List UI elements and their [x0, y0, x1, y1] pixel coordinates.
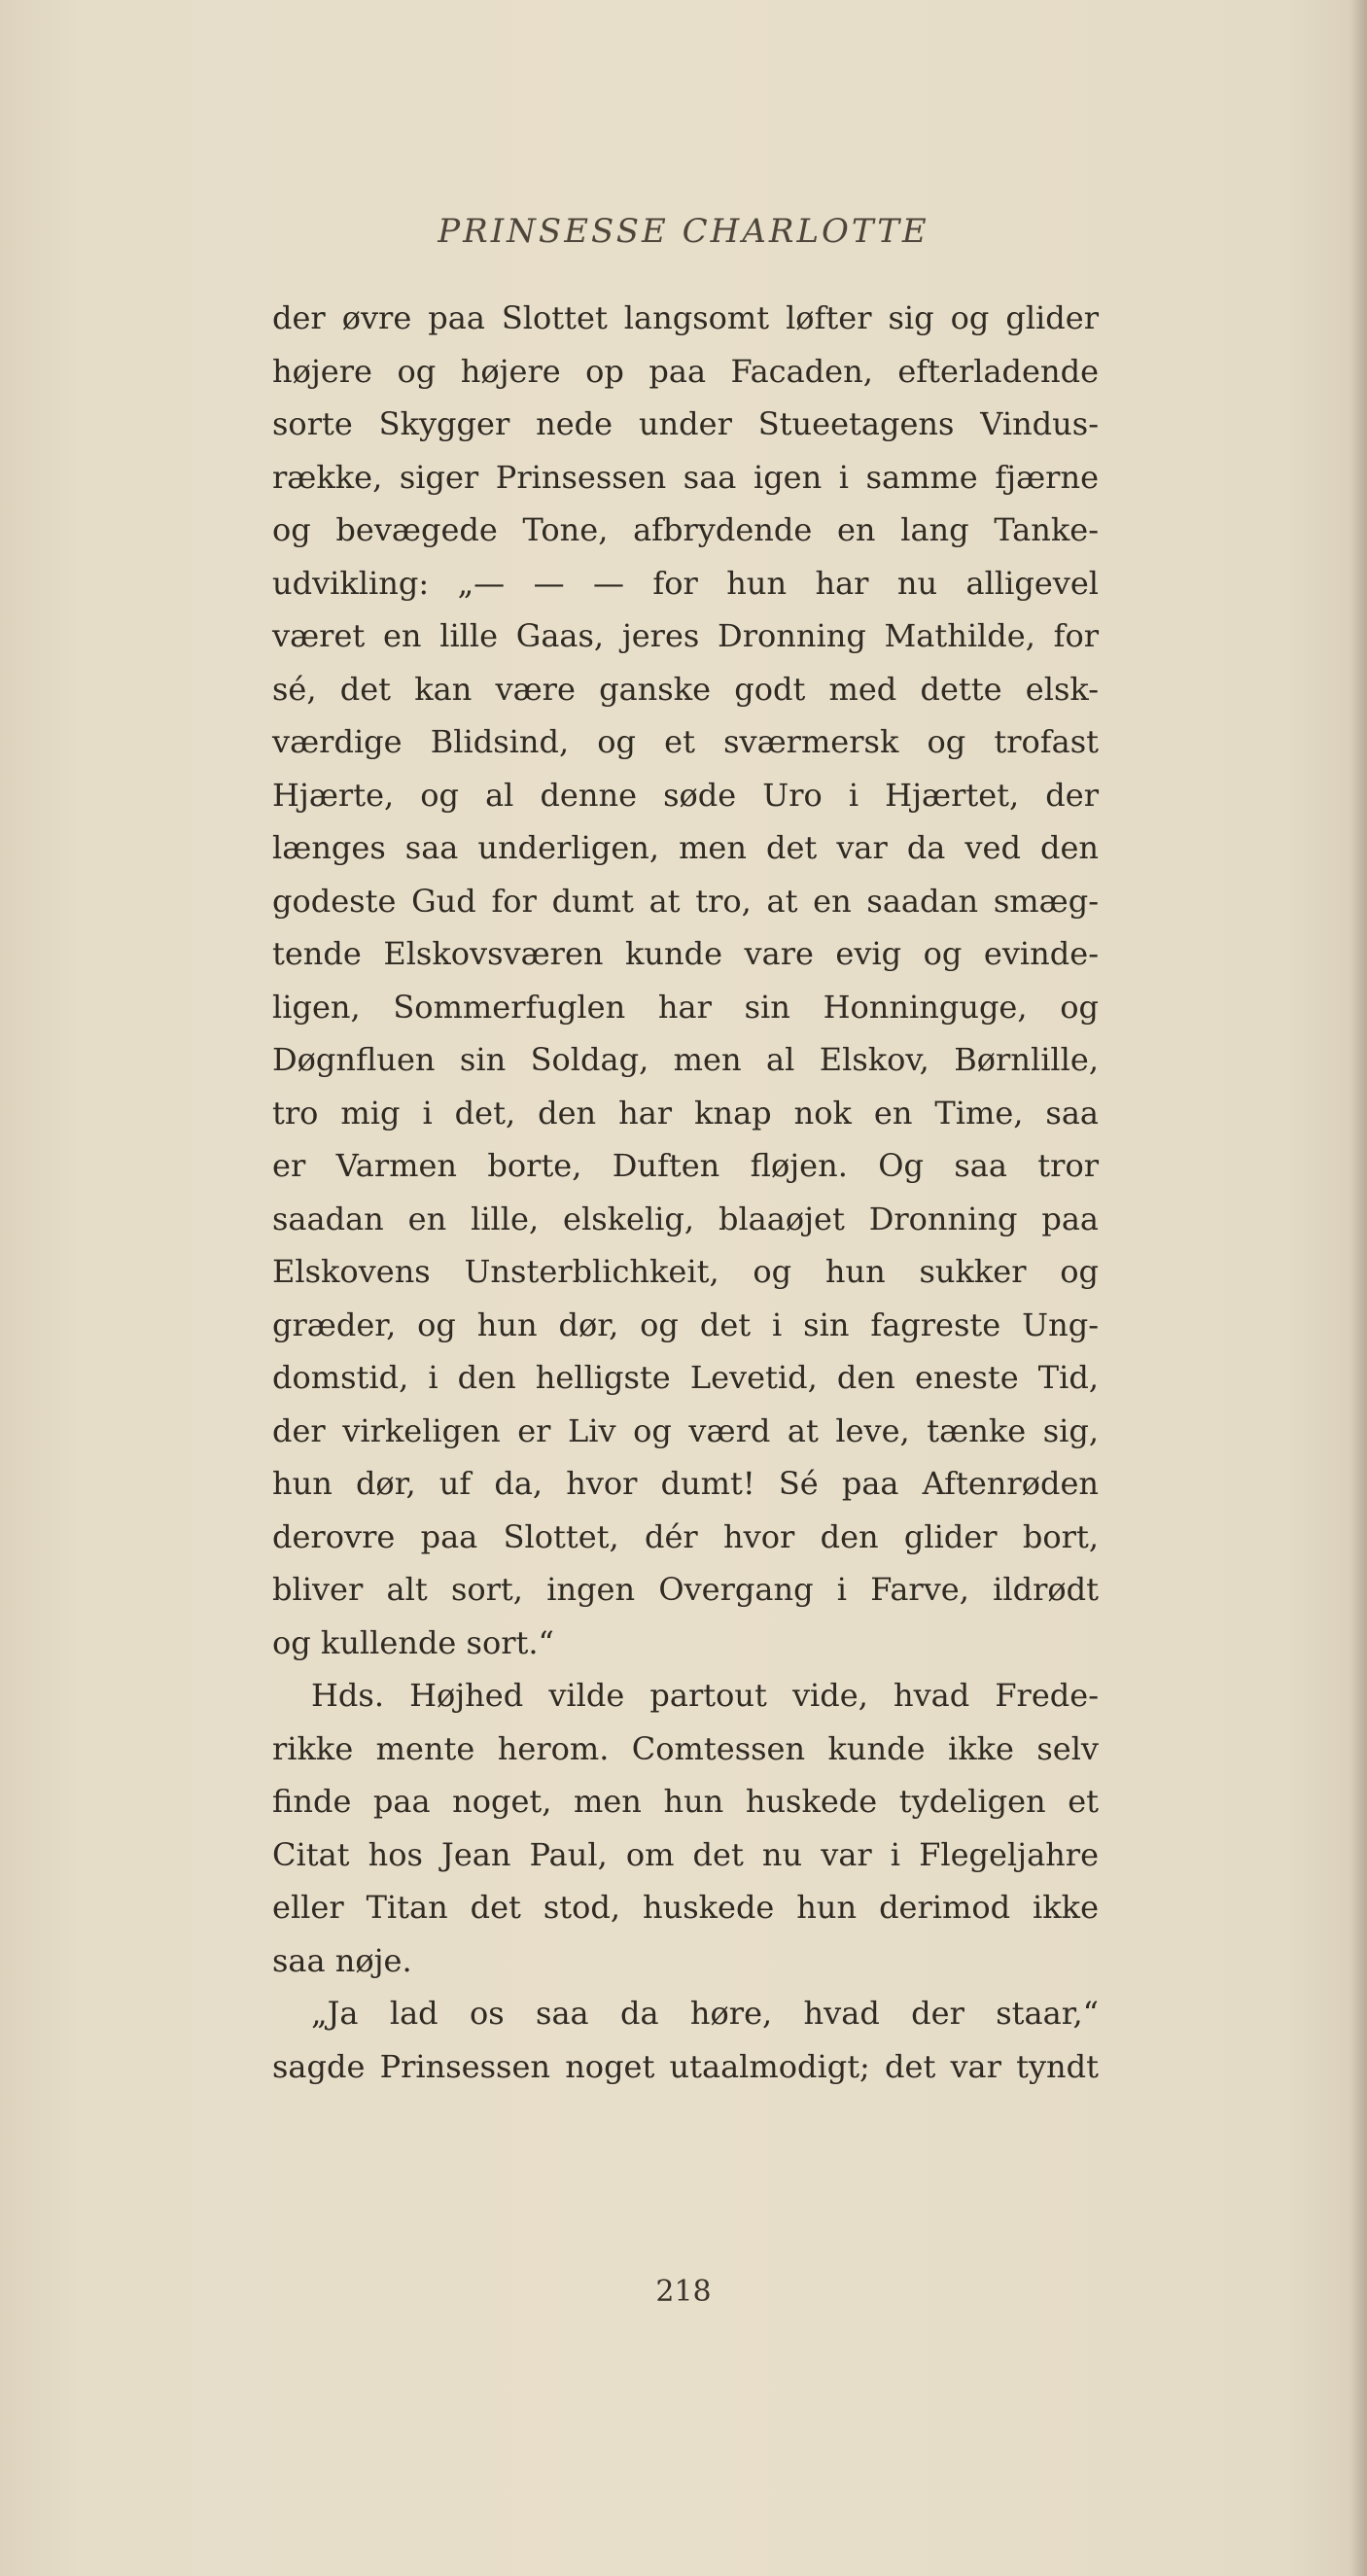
text-line: Hds. Højhed vilde partout vide, hvad Frede-: [311, 1677, 1099, 1714]
text-line: tende Elskovsværen kunde vare evig og evinde-: [272, 935, 1099, 972]
text-line: hun dør, uf da, hvor dumt! Sé paa Aftenrøden: [272, 1465, 1099, 1502]
text-line: Hjærte, og al denne søde Uro i Hjærtet, der: [272, 776, 1099, 814]
text-line: sagde Prinsessen noget utaalmodigt; det var tyndt: [272, 2047, 1099, 2085]
text-line: eller Titan det stod, huskede hun derimod ikke: [272, 1889, 1099, 1926]
text-line: „Ja lad os saa da høre, hvad der staar,“: [311, 1995, 1099, 2032]
page-number: 218: [655, 2275, 712, 2309]
text-line: græder, og hun dør, og det i sin fagreste Ung-: [272, 1305, 1099, 1343]
text-line: Elskovens Unsterblichkeit, og hun sukker og: [272, 1253, 1099, 1290]
text-line: udvikling: „— — — for hun har nu alligevel: [272, 564, 1099, 602]
text-line: sorte Skygger nede under Stueetagens Vindus-: [272, 405, 1099, 442]
body-text: [272, 292, 1099, 2093]
text-line: højere og højere op paa Facaden, efterladende: [272, 352, 1099, 390]
text-line: ligen, Sommerfuglen har sin Honninguge, og: [272, 988, 1099, 1026]
text-line: der øvre paa Slottet langsomt løfter sig og glider: [272, 299, 1099, 336]
text-line: række, siger Prinsessen saa igen i samme fjærne: [272, 458, 1099, 496]
page-edge-shadow: [1349, 0, 1367, 2576]
text-line: og bevægede Tone, afbrydende en lang Tanke-: [272, 511, 1099, 548]
text-line: Døgnfluen sin Soldag, men al Elskov, Børnlille,: [272, 1041, 1099, 1078]
text-line: domstid, i den helligste Levetid, den eneste Tid,: [272, 1359, 1099, 1396]
text-line: længes saa underligen, men det var da ved den: [272, 829, 1099, 866]
text-line: værdige Blidsind, og et sværmersk og trofast: [272, 723, 1099, 760]
text-line: og kullende sort.“: [272, 1623, 554, 1661]
text-line: Citat hos Jean Paul, om det nu var i Flegeljahre: [272, 1835, 1099, 1873]
text-line: finde paa noget, men hun huskede tydeligen et: [272, 1783, 1099, 1820]
text-line: sé, det kan være ganske godt med dette elsk-: [272, 670, 1099, 708]
text-line: tro mig i det, den har knap nok en Time, saa: [272, 1094, 1099, 1131]
text-line: rikke mente herom. Comtessen kunde ikke selv: [272, 1729, 1099, 1767]
text-line: er Varmen borte, Duften fløjen. Og saa tror: [272, 1147, 1099, 1184]
text-line: saadan en lille, elskelig, blaaøjet Dronning paa: [272, 1200, 1099, 1237]
text-line: bliver alt sort, ingen Overgang i Farve, ildrødt: [272, 1571, 1099, 1608]
text-line: derovre paa Slottet, dér hvor den glider bort,: [272, 1517, 1099, 1555]
running-head: PRINSESSE CHARLOTTE: [438, 212, 929, 251]
text-line: der virkeligen er Liv og værd at leve, tænke sig,: [272, 1411, 1099, 1449]
text-line: saa nøje.: [272, 1941, 412, 1979]
text-line: godeste Gud for dumt at tro, at en saadan smæg-: [272, 882, 1099, 920]
text-line: været en lille Gaas, jeres Dronning Mathilde, for: [272, 617, 1099, 654]
